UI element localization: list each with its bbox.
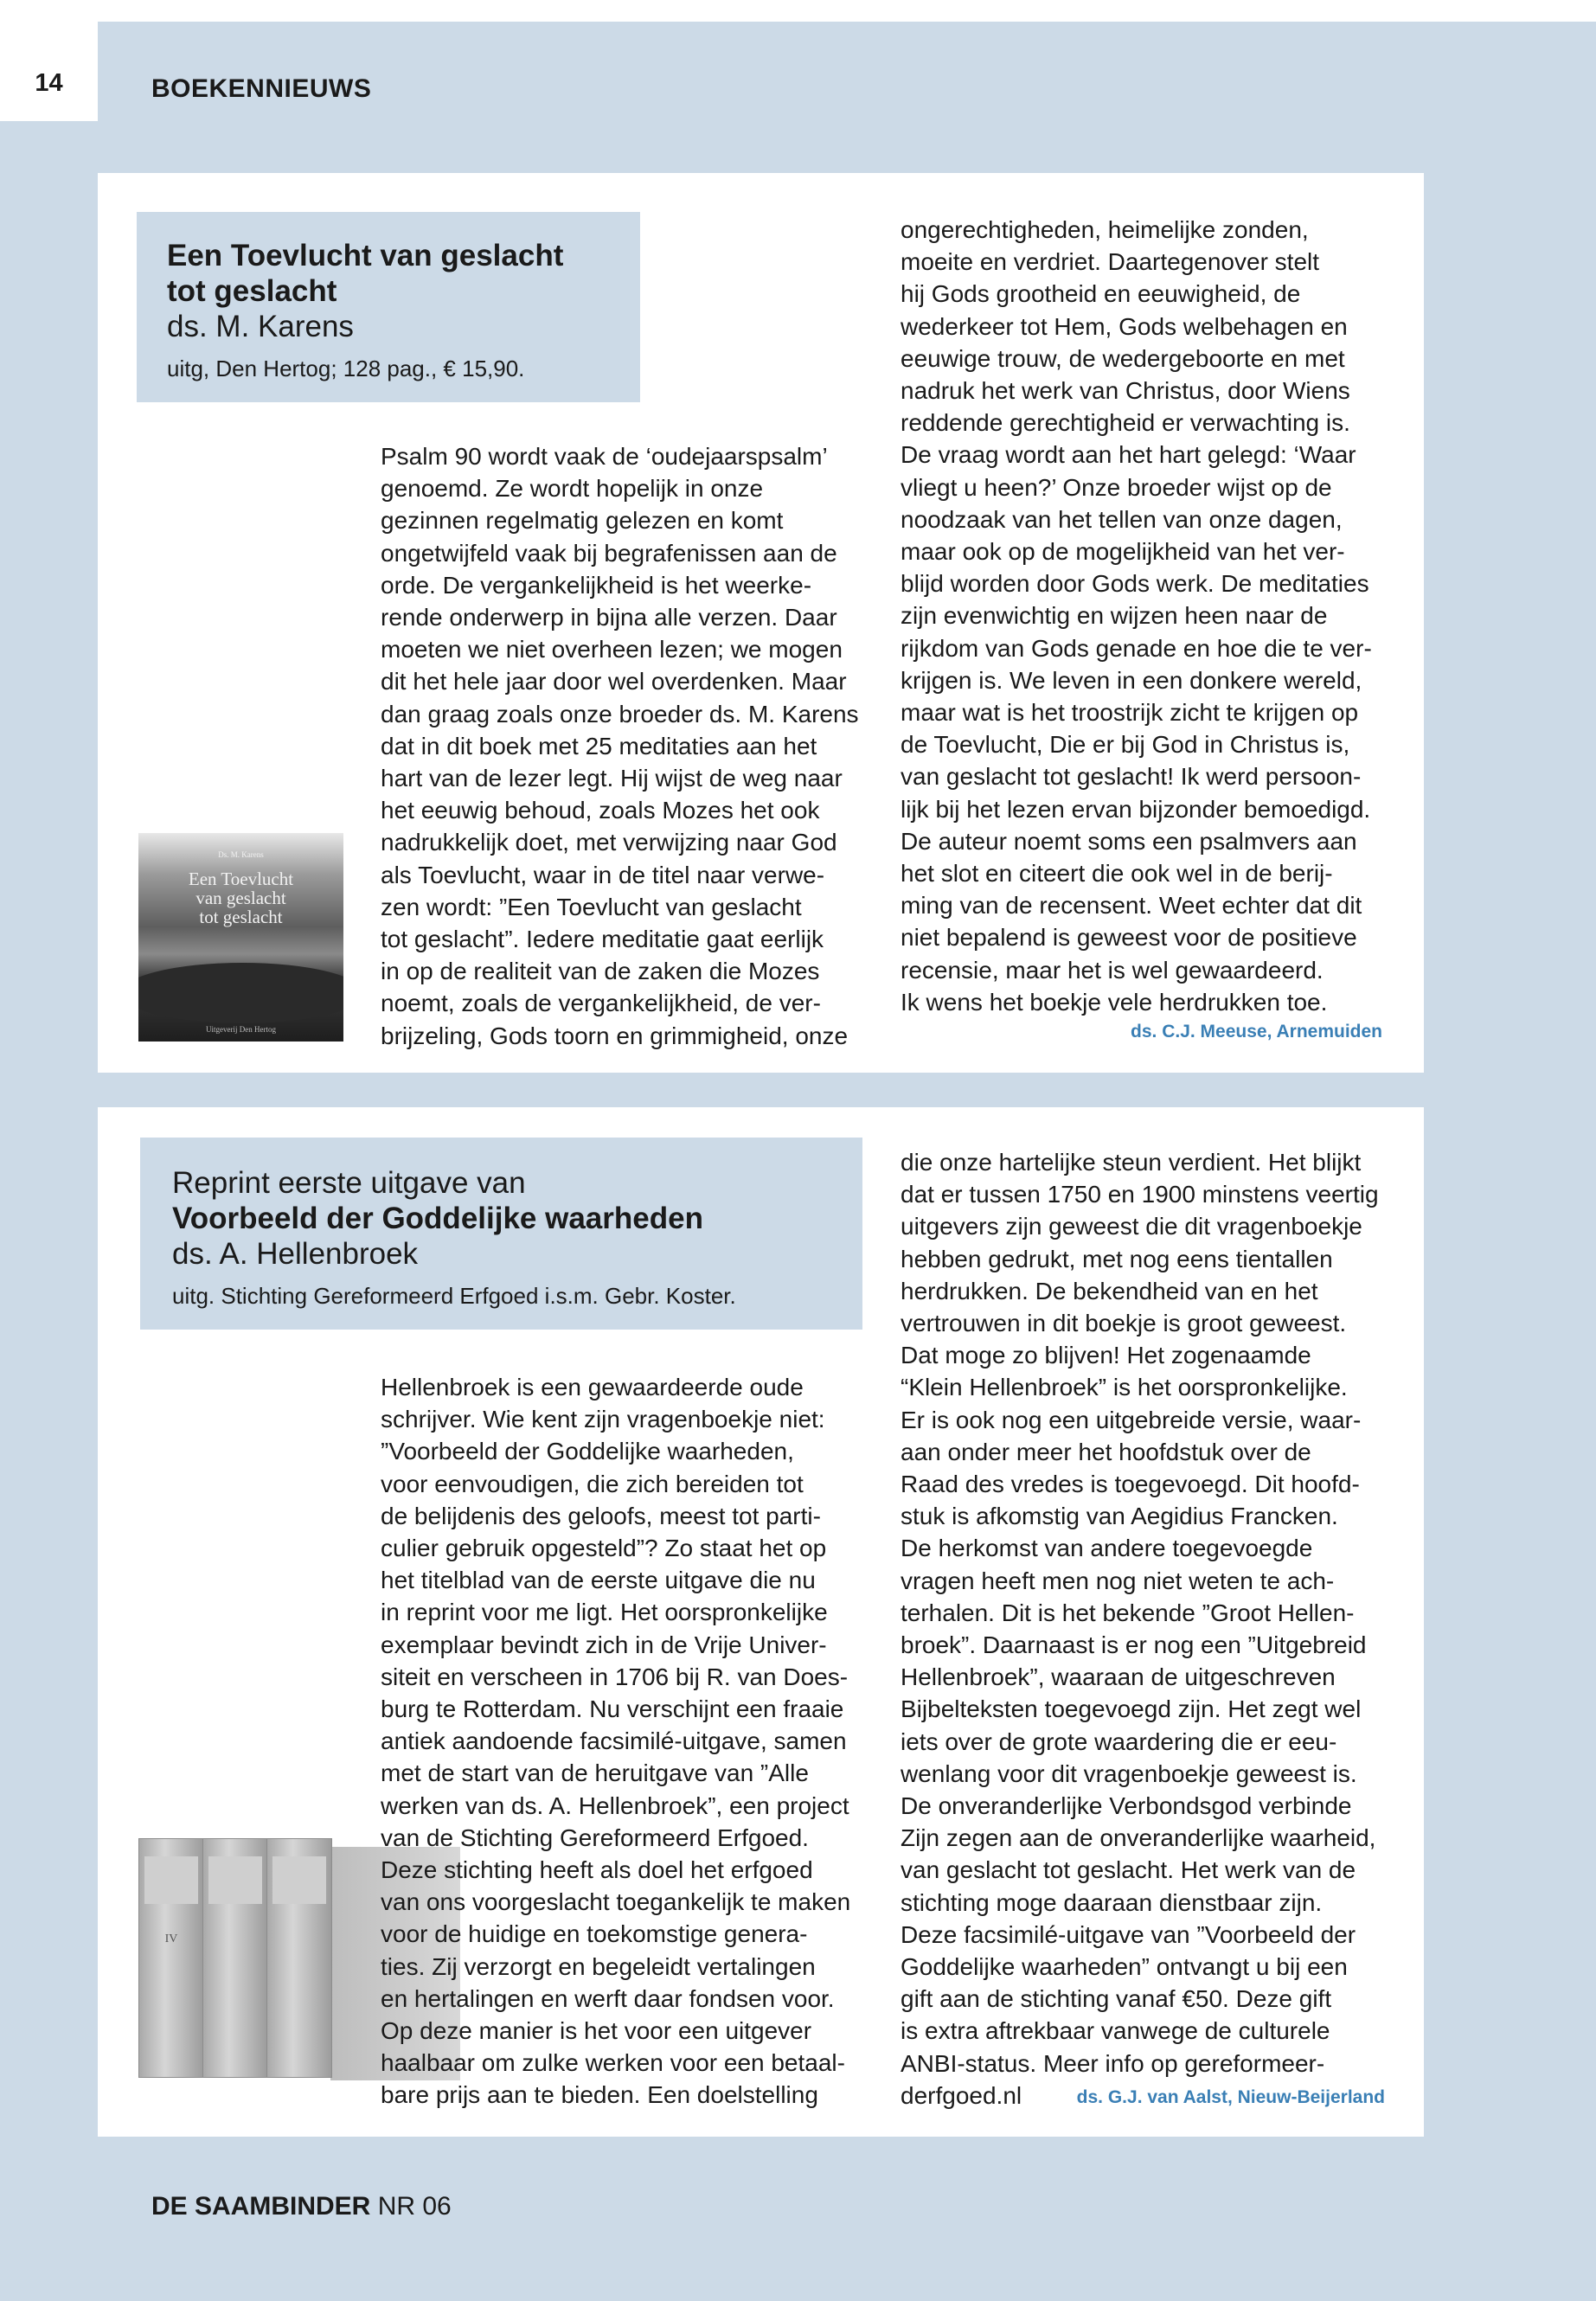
text-line: krijgen is. We leven in een donkere wereld, (901, 666, 1362, 694)
text-line: maar wat is het troostrijk zicht te krijgen op (901, 699, 1359, 727)
text-line: dit het hele jaar door wel overdenken. Maar (381, 668, 847, 695)
review2-column-2 (901, 1146, 1379, 2080)
text-line: zen wordt: ”Een Toevlucht van geslacht (381, 893, 802, 920)
review1-reviewer: ds. C.J. Meeuse, Arnemuiden (1131, 1022, 1382, 1042)
book-cover-1 (138, 833, 343, 1042)
text-line: lijk bij het lezen ervan bijzonder bemoedigd. (901, 795, 1371, 823)
text-line: schrijver. Wie kent zijn vragenboekje niet: (381, 1406, 825, 1433)
text-line: Hellenbroek is een gewaardeerde oude (381, 1374, 804, 1400)
text-line: Ik wens het boekje vele herdrukken toe. (901, 988, 1328, 1016)
text-line: tot geslacht”. Iedere meditatie gaat eerlijk (381, 926, 824, 953)
text-line: antiek aandoende facsimilé-uitgave, samen (381, 1727, 847, 1755)
text-line: maar ook op de mogelijkheid van het ver- (901, 538, 1345, 566)
text-line: Dat moge zo blijven! Het zogenaamde (901, 1342, 1311, 1369)
text-line: Raad des vredes is toegevoegd. Dit hoofd- (901, 1471, 1360, 1498)
book-label (208, 1856, 262, 1904)
text-line: Deze facsimilé-uitgave van ”Voorbeeld der (901, 1920, 1356, 1948)
text-line: niet bepalend is geweest voor de positieve (901, 924, 1357, 952)
text-line: De onveranderlijke Verbondsgod verbinde (901, 1792, 1352, 1820)
text-line: Goddelijke waarheden” ontvangt u bij een (901, 1953, 1348, 1981)
cover1-landscape (138, 963, 343, 1023)
text-line: ming van de recensent. Weet echter dat dit (901, 892, 1362, 920)
cover1-title-line: van geslacht (195, 888, 286, 908)
review1-column-1 (381, 440, 859, 1052)
text-line: uitgevers zijn geweest die dit vragenboekje (901, 1213, 1362, 1240)
book-volume (202, 1838, 268, 2078)
text-line: gift aan de stichting vanaf €50. Deze gift (901, 1985, 1332, 2013)
text-line: hij Gods grootheid en eeuwigheid, de (901, 280, 1301, 308)
text-line: voor eenvoudigen, die zich bereiden tot (381, 1470, 804, 1497)
cover1-title-line: Een Toevlucht (188, 868, 294, 889)
review2-header (140, 1138, 862, 1330)
review2-publisher: uitg. Stichting Gereformeerd Erfgoed i.s.m. Gebr. Koster. (172, 1283, 736, 1309)
cover1-author: Ds. M. Karens (218, 850, 264, 859)
text-line: vertrouwen in dit boekje is groot geweest. (901, 1310, 1347, 1337)
text-line: het eeuwig behoud, zoals Mozes het ook (381, 797, 820, 824)
text-line: Zijn zegen aan de onveranderlijke waarheid, (901, 1824, 1376, 1852)
text-line: moeite en verdriet. Daartegenover stelt (901, 248, 1320, 276)
review2-last-line (901, 2080, 1385, 2113)
text-line: nadrukkelijk doet, met verwijzing naar God (381, 829, 837, 856)
book-label (144, 1856, 198, 1904)
text-line: werken van ds. A. Hellenbroek”, een project (381, 1791, 849, 1819)
text-line: stuk is afkomstig van Aegidius Francken. (901, 1503, 1338, 1530)
text-line: “Klein Hellenbroek” is het oorspronkelijke. (901, 1374, 1348, 1401)
text-line: orde. De vergankelijkheid is het weerke- (381, 571, 812, 599)
text-line: met de start van de heruitgave van ”Alle (381, 1759, 809, 1787)
review1-title-line1: Een Toevlucht van geslacht (167, 239, 564, 272)
text-line: ”Voorbeeld der Goddelijke waarheden, (381, 1438, 794, 1465)
text-line: in op de realiteit van de zaken die Mozes (381, 958, 820, 985)
text-line: Hellenbroek”, waaraan de uitgeschreven (901, 1663, 1336, 1691)
text-line: genoemd. Ze wordt hopelijk in onze (381, 475, 764, 503)
text-line: broek”. Daarnaast is er nog een ”Uitgebreid (901, 1631, 1367, 1659)
text-line: Psalm 90 wordt vaak de ‘oudejaarspsalm’ (381, 443, 828, 470)
text-line: haalbaar om zulke werken voor een betaal- (381, 2049, 845, 2077)
text-line: het titelblad van de eerste uitgave die nu (381, 1567, 816, 1594)
text-line: voor de huidige en toekomstige genera- (381, 1920, 808, 1948)
text-line: burg te Rotterdam. Nu verschijnt een fraaie (381, 1695, 844, 1723)
text-line: aan onder meer het hoofdstuk over de (901, 1438, 1311, 1465)
review2-title-line1: Reprint eerste uitgave van (172, 1166, 526, 1200)
text-line: gezinnen regelmatig gelezen en komt (381, 507, 784, 535)
text-line: wederkeer tot Hem, Gods welbehagen en (901, 312, 1348, 340)
text-line: dat er tussen 1750 en 1900 minstens veertig (901, 1181, 1379, 1208)
volume-number: IV (164, 1932, 178, 1945)
book-volume (266, 1838, 332, 2078)
review1-header (137, 212, 640, 402)
cover1-publisher: Uitgeverij Den Hertog (206, 1025, 276, 1034)
text-line: hebben gedrukt, met nog eens tientallen (901, 1245, 1333, 1272)
book-volume (138, 1838, 204, 2078)
text-line: rende onderwerp in bijna alle verzen. Daar (381, 604, 837, 631)
text-line: Deze stichting heeft als doel het erfgoed (381, 1856, 813, 1884)
text-line: nadruk het werk van Christus, door Wiens (901, 377, 1350, 405)
issue-number: NR 06 (377, 2192, 452, 2221)
text-line: De herkomst van andere toegevoegde (901, 1535, 1313, 1562)
text-line: stichting moge daaraan dienstbaar zijn. (901, 1888, 1323, 1916)
text-line: Bijbelteksten toegevoegd zijn. Het zegt wel (901, 1695, 1362, 1723)
text-line: siteit en verscheen in 1706 bij R. van Does- (381, 1663, 849, 1690)
review1-column-2 (901, 214, 1372, 1018)
review2-title-line2: Voorbeeld der Goddelijke waarheden (172, 1202, 703, 1235)
text-line: als Toevlucht, waar in de titel naar verwe- (381, 861, 825, 888)
magazine-name: DE SAAMBINDER (151, 2192, 371, 2221)
text-line: dat in dit boek met 25 meditaties aan het (381, 732, 817, 760)
text-line: vliegt u heen?’ Onze broeder wijst op de (901, 473, 1332, 501)
text-line: De auteur noemt soms een psalmvers aan (901, 827, 1357, 855)
text-line: blijd worden door Gods werk. De meditaties (901, 570, 1369, 598)
review1-title-line2: tot geslacht (167, 274, 337, 308)
text-line: van geslacht tot geslacht! Ik werd persoon- (901, 763, 1362, 791)
text-line: hart van de lezer legt. Hij wijst de weg naar (381, 765, 843, 792)
text-line: ongerechtigheden, heimelijke zonden, (901, 216, 1309, 243)
text-line: bare prijs aan te bieden. Een doelstelling (381, 2081, 818, 2109)
text-line: brijzeling, Gods toorn en grimmigheid, onze (381, 1022, 849, 1049)
text-line: van de Stichting Gereformeerd Erfgoed. (381, 1823, 809, 1851)
text-line: en hertalingen en werft daar fondsen voor. (381, 1984, 835, 2012)
text-line: herdrukken. De bekendheid van en het (901, 1277, 1318, 1304)
text-line: reddende gerechtigheid er verwachting is. (901, 409, 1350, 437)
text-line: noemt, zoals de vergankelijkheid, de ver- (381, 990, 821, 1017)
footer (151, 2194, 452, 2220)
text-line: Op deze manier is het voor een uitgever (381, 2017, 812, 2045)
text-line: het slot en citeert die ook wel in de berij- (901, 860, 1333, 888)
text-line: recensie, maar het is wel gewaardeerd. (901, 956, 1324, 984)
text-line: de belijdenis des geloofs, meest tot parti- (381, 1502, 821, 1529)
text-line: eeuwige trouw, de wedergeboorte en met (901, 344, 1345, 372)
text-line: is extra aftrekbaar vanwege de culturele (901, 2017, 1330, 2045)
book-cover-2 (138, 1838, 329, 2076)
text-line: van geslacht tot geslacht. Het werk van de (901, 1856, 1356, 1884)
text-line: De vraag wordt aan het hart gelegd: ‘Waar (901, 441, 1356, 469)
review1-author: ds. M. Karens (167, 310, 354, 343)
text-line: dan graag zoals onze broeder ds. M. Karens (381, 700, 859, 727)
review2-reviewer: ds. G.J. van Aalst, Nieuw-Beijerland (1076, 2087, 1385, 2107)
review2-author: ds. A. Hellenbroek (172, 1237, 419, 1271)
text-line: van ons voorgeslacht toegankelijk te maken (381, 1888, 851, 1916)
text-line: ANBI-status. Meer info op gereformeer- (901, 2049, 1325, 2077)
text-line: in reprint voor me ligt. Het oorspronkelijke (381, 1599, 828, 1626)
text-line: rijkdom van Gods genade en hoe die te ver- (901, 634, 1372, 662)
page-number: 14 (35, 69, 63, 97)
text-line: moeten we niet overheen lezen; we mogen (381, 636, 843, 663)
text-line: iets over de grote waardering die er eeu- (901, 1727, 1337, 1755)
top-margin (0, 0, 1596, 22)
cover1-title-line: tot geslacht (199, 907, 283, 927)
review2-link: derfgoed.nl (901, 2082, 1022, 2109)
review2-column-1 (381, 1371, 850, 2112)
text-line: ongetwijfeld vaak bij begrafenissen aan de (381, 539, 837, 567)
cover1-title (138, 869, 343, 926)
text-line: de Toevlucht, Die er bij God in Christus is, (901, 731, 1350, 759)
review1-publisher: uitg, Den Hertog; 128 pag., € 15,90. (167, 356, 525, 381)
section-title: BOEKENNIEUWS (151, 74, 372, 103)
text-line: exemplaar bevindt zich in de Vrije Univer- (381, 1631, 827, 1658)
text-line: wenlang voor dit vragenboekje geweest is. (901, 1759, 1357, 1787)
text-line: terhalen. Dit is het bekende ”Groot Hellen- (901, 1599, 1355, 1626)
text-line: culier gebruik opgesteld”? Zo staat het op (381, 1535, 827, 1562)
text-line: die onze hartelijke steun verdient. Het blijkt (901, 1149, 1362, 1176)
text-line: vragen heeft men nog niet weten te ach- (901, 1567, 1335, 1594)
text-line: zijn evenwichtig en wijzen heen naar de (901, 602, 1328, 630)
text-line: noodzaak van het tellen van onze dagen, (901, 505, 1343, 533)
book-label (272, 1856, 326, 1904)
text-line: ties. Zij verzorgt en begeleidt vertalingen (381, 1952, 816, 1980)
text-line: Er is ook nog een uitgebreide versie, waar- (901, 1406, 1362, 1433)
